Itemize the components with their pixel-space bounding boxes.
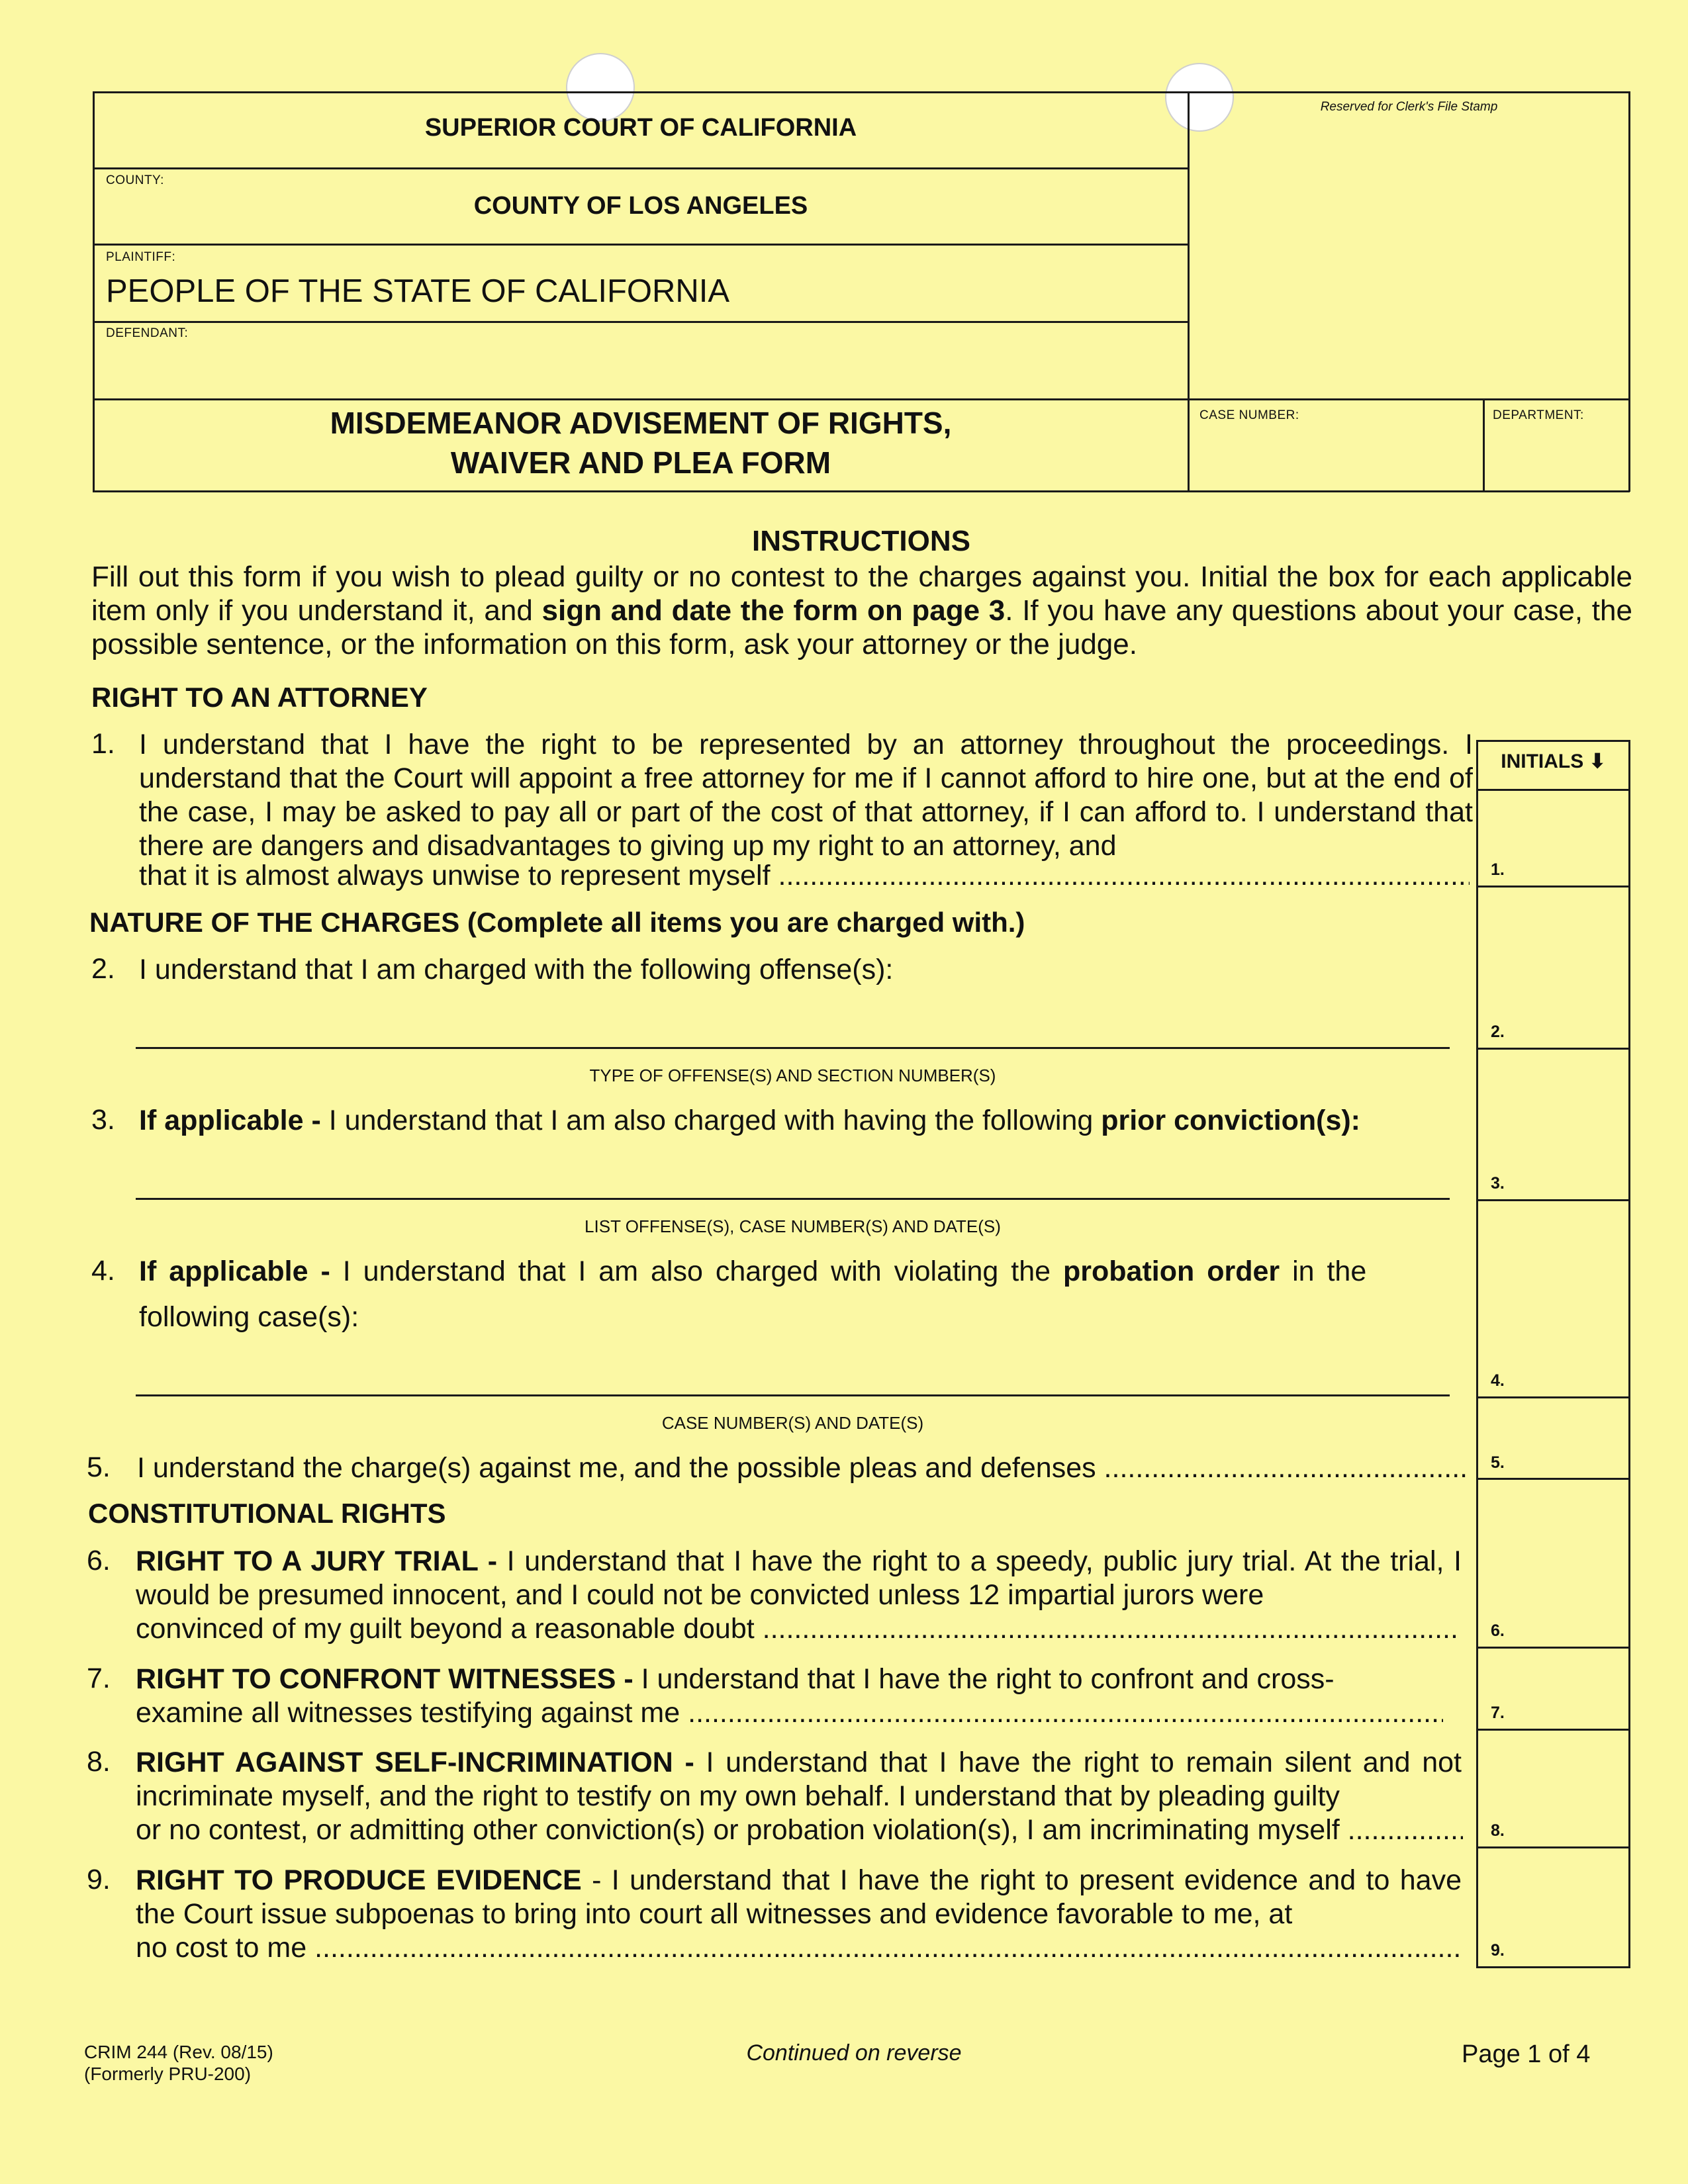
instructions-heading: INSTRUCTIONS <box>752 525 970 557</box>
prior-convictions-input[interactable] <box>136 1157 1450 1198</box>
initials-header: INITIALS ⬇ <box>1501 751 1606 772</box>
item-2-caption: TYPE OF OFFENSE(S) AND SECTION NUMBER(S) <box>589 1066 996 1085</box>
item-1-number: 1. <box>91 728 115 760</box>
item-7-last-line: examine all witnesses testifying against me ..... <box>136 1696 1443 1730</box>
department-label: DEPARTMENT: <box>1493 408 1584 422</box>
item-4-if-applicable: If applicable - <box>139 1255 343 1287</box>
initials-num-6: 6. <box>1491 1621 1505 1640</box>
item-8-number: 8. <box>87 1746 111 1778</box>
item-9-number: 9. <box>87 1864 111 1895</box>
initials-num-8: 8. <box>1491 1821 1505 1840</box>
initials-box-5[interactable] <box>1479 1399 1627 1477</box>
initials-box-4[interactable] <box>1479 1202 1627 1395</box>
instructions-text-a: Fill out this form if you wish to plead guilty or no contest to the charges against you. Initial the box for each applicable item only if you understand it, and <box>91 561 1632 627</box>
form-formerly: (Formerly PRU-200) <box>84 2064 252 2084</box>
case-number-field[interactable] <box>1192 427 1479 488</box>
instructions-text-b: . If you have any questions about your case, the possible sentence, or the information on this form, ask your attorney or the judge. <box>91 594 1632 660</box>
form-title-line1: MISDEMEANOR ADVISEMENT OF RIGHTS, <box>330 406 952 440</box>
item-3-body: I understand that I am also charged with having the following <box>328 1105 1102 1136</box>
initials-box-9[interactable] <box>1479 1849 1627 1965</box>
item-4-probation-order: probation order <box>1063 1255 1280 1287</box>
item-8-last-line: or no contest, or admitting other conviction(s) or probation violation(s), I am incriminating myself ..... <box>136 1813 1463 1847</box>
court-name: SUPERIOR COURT OF CALIFORNIA <box>424 114 857 142</box>
item-6-last-line: convinced of my guilt beyond a reasonable doubt ..... <box>136 1612 1460 1646</box>
defendant-field[interactable] <box>96 341 1185 396</box>
probation-cases-input[interactable] <box>136 1353 1450 1394</box>
section-nature-of-charges: NATURE OF THE CHARGES (Complete all items you are charged with.) <box>89 907 1025 938</box>
item-6-text <box>136 1545 1462 1612</box>
initials-box-1[interactable] <box>1479 792 1627 884</box>
item-8-text <box>136 1746 1462 1813</box>
form-id: CRIM 244 (Rev. 08/15) <box>84 2042 273 2062</box>
item-6-heading: RIGHT TO A JURY TRIAL - <box>136 1545 507 1577</box>
item-8-heading: RIGHT AGAINST SELF-INCRIMINATION - <box>136 1747 706 1778</box>
item-1-text: I understand that I have the right to be represented by an attorney throughout the proceedings. I understand that the Court will appoint a free attorney for me if I cannot afford to hire one, but at the end of the case, I may be asked to pay all or part of the cost of that attorney, if I can afford to. I understand that there are dangers and disadvantages to giving up my right to an attorney, and <box>139 729 1473 862</box>
county-name: COUNTY OF LOS ANGELES <box>473 192 808 220</box>
instructions-text <box>91 560 1632 661</box>
item-4-caption: CASE NUMBER(S) AND DATE(S) <box>661 1413 924 1433</box>
county-label: COUNTY: <box>106 173 164 187</box>
defendant-label: DEFENDANT: <box>106 326 189 340</box>
initials-box-2[interactable] <box>1479 888 1627 1046</box>
item-8-body: I understand that I have the right to remain silent and not incriminate myself, and the right to testify on my own behalf. I understand that by pleading guilty <box>136 1747 1462 1812</box>
case-number-label: CASE NUMBER: <box>1199 408 1299 422</box>
item-1-last-line: that it is almost always unwise to represent myself ..... <box>139 859 1470 893</box>
instructions-text-bold: sign and date the form on page 3 <box>541 594 1006 627</box>
item-7-text <box>136 1662 1462 1696</box>
initials-box-8[interactable] <box>1479 1731 1627 1845</box>
item-7-number: 7. <box>87 1662 111 1694</box>
item-4-number: 4. <box>91 1255 115 1287</box>
initials-num-2: 2. <box>1491 1023 1505 1041</box>
page-number: Page 1 of 4 <box>1462 2040 1591 2068</box>
item-3-prior-convictions: prior conviction(s): <box>1101 1105 1361 1136</box>
item-2-number: 2. <box>91 953 115 985</box>
offense-line <box>136 1047 1450 1049</box>
item-5-text: I understand the charge(s) against me, and the possible pleas and defenses ..... <box>137 1451 1466 1485</box>
item-3-caption: LIST OFFENSE(S), CASE NUMBER(S) AND DATE(S) <box>585 1216 1001 1236</box>
section-constitutional-rights: CONSTITUTIONAL RIGHTS <box>88 1498 446 1529</box>
initials-num-7: 7. <box>1491 1704 1505 1722</box>
department-field[interactable] <box>1487 427 1626 488</box>
initials-num-1: 1. <box>1491 860 1505 879</box>
item-3-if-applicable: If applicable - <box>139 1105 329 1136</box>
initials-box-6[interactable] <box>1479 1480 1627 1645</box>
item-4-line2: following case(s): <box>139 1301 359 1333</box>
initials-num-3: 3. <box>1491 1174 1505 1193</box>
item-9-heading: RIGHT TO PRODUCE EVIDENCE <box>136 1864 582 1896</box>
clerk-file-stamp-label: Reserved for Clerk's File Stamp <box>1320 100 1498 114</box>
item-9-body: - I understand that I have the right to present evidence and to have the Court issue subpoenas to bring into court all witnesses and evidence favorable to me, at <box>136 1864 1462 1930</box>
initials-num-4: 4. <box>1491 1371 1505 1390</box>
item-6-number: 6. <box>87 1545 111 1576</box>
item-9-text <box>136 1864 1462 1931</box>
initials-box-7[interactable] <box>1479 1649 1627 1727</box>
item-4-text <box>139 1255 1473 1289</box>
item-9-last-line: no cost to me ..... <box>136 1931 1462 1965</box>
offense-input[interactable] <box>136 1006 1450 1047</box>
form-title-line2: WAIVER AND PLEA FORM <box>450 445 831 480</box>
initials-num-5: 5. <box>1491 1453 1505 1472</box>
item-7-body: I understand that I have the right to confront and cross- <box>641 1663 1335 1695</box>
continued-on-reverse: Continued on reverse <box>746 2040 962 2066</box>
section-right-to-attorney: RIGHT TO AN ATTORNEY <box>91 682 428 713</box>
item-3-number: 3. <box>91 1104 115 1136</box>
item-5-number: 5. <box>87 1451 111 1483</box>
item-3-text <box>139 1104 1473 1138</box>
initials-box-3[interactable] <box>1479 1050 1627 1198</box>
prior-convictions-line <box>136 1198 1450 1200</box>
probation-cases-line <box>136 1394 1450 1396</box>
item-2-text: I understand that I am charged with the following offense(s): <box>139 954 894 985</box>
initials-num-9: 9. <box>1491 1941 1505 1960</box>
plaintiff-name: PEOPLE OF THE STATE OF CALIFORNIA <box>106 273 730 309</box>
item-7-heading: RIGHT TO CONFRONT WITNESSES - <box>136 1663 641 1695</box>
item-4-body: I understand that I am also charged with violating the <box>342 1255 1064 1287</box>
punch-hole-left <box>566 53 635 122</box>
item-6-body: I understand that I have the right to a speedy, public jury trial. At the trial, I would be presumed innocent, and I could not be convicted unless 12 impartial jurors were <box>136 1545 1462 1611</box>
item-4-body-end: in the <box>1280 1255 1367 1287</box>
plaintiff-label: PLAINTIFF: <box>106 250 176 264</box>
